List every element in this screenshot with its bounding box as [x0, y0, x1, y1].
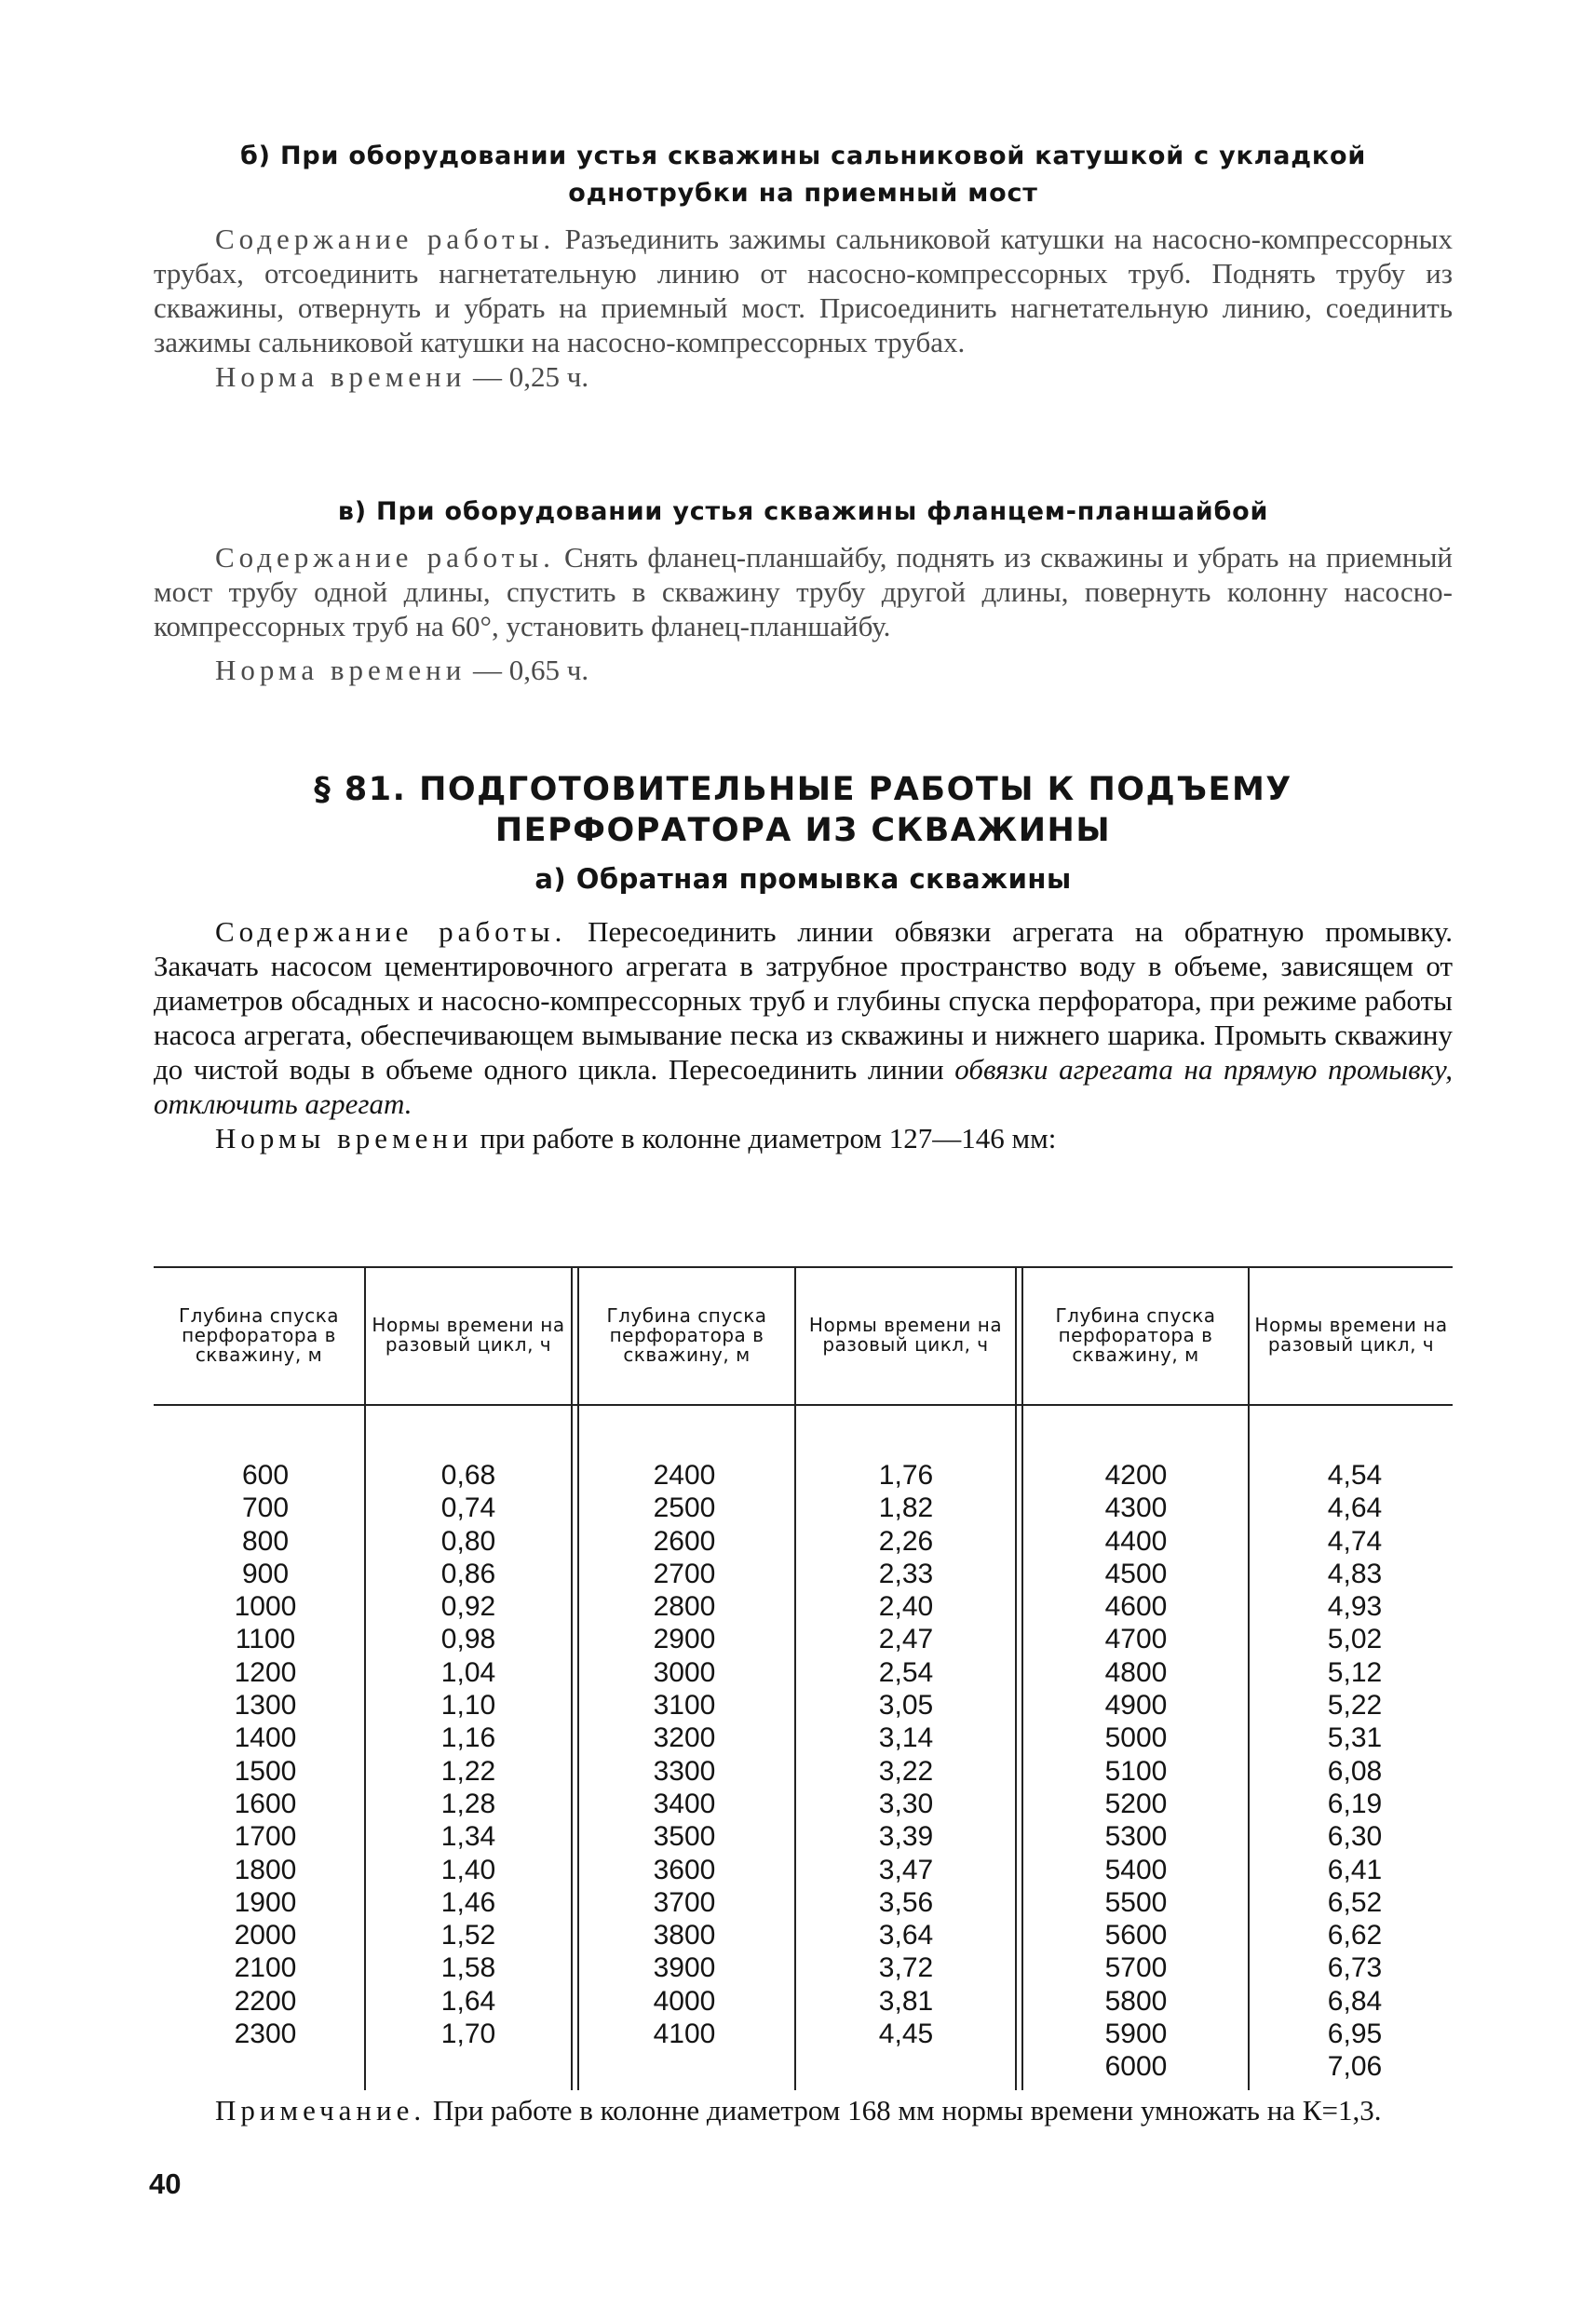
section-v-norm-label: Норма времени — [215, 654, 467, 686]
table-cell: 5400 — [1104, 1854, 1168, 1885]
table-cell: 3,72 — [878, 1952, 934, 1984]
table-cell: 3000 — [653, 1656, 716, 1688]
section-81-content-italic: обвязки агрегата на прямую промывку, отключить агрегат. — [154, 1053, 1454, 1120]
table-cell: 7,06 — [1327, 2051, 1383, 2083]
table-cell: 3,56 — [878, 1886, 934, 1918]
table-cell: 6,95 — [1327, 2019, 1383, 2050]
table-header-cell: Глубина спуска перфоратора в скважину, м — [1055, 1303, 1216, 1366]
table-column-norm-1 — [403, 1459, 534, 2050]
table-cell: 0,86 — [440, 1558, 496, 1589]
section-v-paragraph — [154, 540, 1453, 643]
table-cell: 3800 — [653, 1920, 716, 1951]
table-cell: 2900 — [653, 1624, 716, 1655]
table-cell: 4700 — [1104, 1624, 1168, 1655]
table-cell: 6,52 — [1327, 1886, 1383, 1918]
table-cell: 5000 — [1104, 1722, 1168, 1754]
table-cell: 0,74 — [440, 1492, 496, 1524]
table-header-cell: Нормы времени на разовый цикл, ч — [808, 1314, 1003, 1356]
table-cell: 800 — [241, 1525, 290, 1557]
table-cell: 2200 — [234, 1985, 297, 2017]
table-cell: 3400 — [653, 1788, 716, 1819]
table-cell: 1,58 — [440, 1952, 496, 1984]
page-number: 40 — [149, 2167, 182, 2200]
table-column-norm-3 — [1290, 1459, 1420, 2084]
section-b-content-text: Разъединить зажимы сальниковой катушки на насосно-компрессорных трубах, отсоединить нагнетательную линию от насосно-компрессорных труб. Поднять трубу из скважины, отвернуть и убрать на приемный мост. Присоединить нагнетательную линию, соединить зажимы сальниковой катушки на насосно-компрессорных трубах. — [154, 223, 1453, 358]
section-81-norms — [154, 1121, 1453, 1155]
table-column-depth-2 — [619, 1459, 750, 2050]
table-cell: 3500 — [653, 1821, 716, 1853]
table-cell: 4,74 — [1327, 1525, 1383, 1557]
table-cell: 4100 — [653, 2019, 716, 2050]
table-cell: 6,19 — [1327, 1788, 1383, 1819]
table-cell: 2700 — [653, 1558, 716, 1589]
table-cell: 1100 — [235, 1624, 296, 1655]
table-cell: 1,40 — [440, 1854, 496, 1885]
table-cell: 2400 — [653, 1460, 716, 1491]
table-top-rule — [154, 1266, 1453, 1268]
table-cell: 3,39 — [878, 1821, 934, 1853]
table-cell: 1,64 — [440, 1985, 496, 2017]
table-cell: 3600 — [653, 1854, 716, 1885]
table-cell: 6,84 — [1327, 1985, 1383, 2017]
table-cell: 1300 — [234, 1690, 297, 1722]
section-b-norm — [154, 359, 1453, 394]
table-cell: 600 — [241, 1460, 290, 1491]
section-b-paragraph — [154, 222, 1453, 359]
table-cell: 5200 — [1104, 1788, 1168, 1819]
table-header-cell: Нормы времени на разовый цикл, ч — [372, 1314, 565, 1356]
table-cell: 1,76 — [878, 1460, 934, 1491]
table-cell: 1700 — [234, 1821, 297, 1853]
table-cell: 3,64 — [878, 1920, 934, 1951]
table-cell: 4200 — [1104, 1460, 1168, 1491]
table-header-cell: Глубина спуска перфоратора в скважину, м — [606, 1303, 767, 1366]
table-column-depth-1 — [210, 1459, 321, 2050]
table-cell: 3,14 — [878, 1722, 934, 1754]
table-cell: 6,30 — [1327, 1821, 1383, 1853]
table-cell: 4400 — [1104, 1525, 1168, 1557]
table-group-divider — [1015, 1266, 1017, 2090]
section-v-norm-value: — 0,65 ч. — [473, 654, 589, 686]
table-cell: 2,47 — [878, 1624, 934, 1655]
table-cell: 1600 — [234, 1788, 297, 1819]
section-81-content-text: Пересоединить линии обвязки агрегата на обратную промывку. Закачать насосом цементировочного агрегата в затрубное пространство воду в объеме, зависящем от диаметров обсадных и насосно-компрессорных труб и глубины спуска перфоратора, при режиме работы насоса агрегата, обеспечивающем вымывание песка из скважины и нижнего шарика. Промыть скважину до чистой воды в объеме одного цикла. Пересоединить линии — [154, 915, 1453, 1086]
table-cell: 1,70 — [440, 2019, 496, 2050]
section-b-content — [154, 222, 1453, 394]
table-cell: 0,68 — [440, 1460, 496, 1491]
table-cell: 4,93 — [1327, 1591, 1383, 1623]
table-cell: 1000 — [234, 1591, 297, 1623]
table-cell: 3,81 — [878, 1985, 934, 2017]
section-81-title-line2: ПЕРФОРАТОРА ИЗ СКВАЖИНЫ — [494, 812, 1112, 849]
table-cell: 4500 — [1104, 1558, 1168, 1589]
table-cell: 4800 — [1104, 1656, 1168, 1688]
table-cell: 1,82 — [878, 1492, 934, 1524]
section-v-norm — [154, 653, 1453, 687]
table-cell: 5800 — [1104, 1985, 1168, 2017]
table-cell: 2300 — [234, 2019, 297, 2050]
table-cell: 5700 — [1104, 1952, 1168, 1984]
table-cell: 2100 — [234, 1952, 297, 1984]
table-cell: 1,04 — [440, 1656, 496, 1688]
table-cell: 1,10 — [440, 1690, 496, 1722]
table-cell: 6,62 — [1327, 1920, 1383, 1951]
table-cell: 1,28 — [440, 1788, 496, 1819]
note-text: При работе в колонне диаметром 168 мм нормы времени умножать на К=1,3. — [432, 2094, 1382, 2127]
table-cell: 1400 — [234, 1722, 297, 1754]
table-cell: 1200 — [234, 1656, 297, 1688]
table-cell: 5300 — [1104, 1821, 1168, 1853]
table-cell: 5900 — [1104, 2019, 1168, 2050]
table-cell: 6,08 — [1327, 1755, 1383, 1787]
section-v-content-label: Содержание работы. — [215, 541, 555, 574]
table-cell: 4900 — [1104, 1690, 1168, 1722]
table-header-cell: Глубина спуска перфоратора в скважину, м — [178, 1303, 340, 1366]
table-cell: 4300 — [1104, 1492, 1168, 1524]
table-cell: 1,34 — [440, 1821, 496, 1853]
note-label: Примечание. — [215, 2094, 426, 2127]
table-cell: 1,22 — [440, 1755, 496, 1787]
table-cell: 0,92 — [440, 1591, 496, 1623]
section-b-norm-label: Норма времени — [215, 360, 467, 393]
table-cell: 4600 — [1104, 1591, 1168, 1623]
table-cell: 0,80 — [440, 1525, 496, 1557]
norms-table — [154, 1266, 1453, 2090]
table-cell: 900 — [241, 1558, 290, 1589]
table-group-divider — [571, 1266, 573, 2090]
table-cell: 1,46 — [440, 1886, 496, 1918]
table-cell: 3,22 — [878, 1755, 934, 1787]
section-81-title-line1: § 81. ПОДГОТОВИТЕЛЬНЫЕ РАБОТЫ К ПОДЪЕМУ — [314, 771, 1292, 808]
table-cell: 5500 — [1104, 1886, 1168, 1918]
table-cell: 5100 — [1104, 1755, 1168, 1787]
table-cell: 3,05 — [878, 1690, 934, 1722]
table-cell: 700 — [241, 1492, 290, 1524]
section-81-content — [154, 914, 1453, 1155]
table-cell: 2,33 — [878, 1558, 934, 1589]
table-cell: 6,73 — [1327, 1952, 1383, 1984]
table-cell: 1800 — [234, 1854, 297, 1885]
table-column-norm-2 — [841, 1459, 971, 2050]
table-cell: 2600 — [653, 1525, 716, 1557]
table-cell: 1,52 — [440, 1920, 496, 1951]
table-cell: 2000 — [234, 1920, 297, 1951]
table-cell: 4000 — [653, 1985, 716, 2017]
section-81-subheading: а) Обратная промывка скважины — [534, 863, 1072, 895]
table-cell: 5,31 — [1327, 1722, 1383, 1754]
table-cell: 3900 — [653, 1952, 716, 1984]
table-cell: 2500 — [653, 1492, 716, 1524]
section-v-heading: в) При оборудовании устья скважины фланцем-планшайбой — [337, 497, 1269, 526]
table-column-depth-3 — [1071, 1459, 1201, 2084]
table-cell: 3300 — [653, 1755, 716, 1787]
table-note — [154, 2093, 1453, 2127]
table-cell: 3100 — [653, 1690, 716, 1722]
section-b-heading: б) При оборудовании устья скважины сальниковой катушкой с укладкой однотрубки на приемный мост — [239, 142, 1367, 208]
table-cell: 4,54 — [1327, 1460, 1383, 1491]
table-cell: 4,83 — [1327, 1558, 1383, 1589]
section-81-norms-text: при работе в колонне диаметром 127—146 мм: — [480, 1122, 1057, 1154]
table-header-rule — [154, 1404, 1453, 1406]
table-cell: 4,64 — [1327, 1492, 1383, 1524]
table-cell: 2800 — [653, 1591, 716, 1623]
table-cell: 6,41 — [1327, 1854, 1383, 1885]
table-cell: 1,16 — [440, 1722, 496, 1754]
section-81-content-label: Содержание работы. — [215, 915, 567, 948]
table-cell: 5,02 — [1327, 1624, 1383, 1655]
table-cell: 5,12 — [1327, 1656, 1383, 1688]
table-cell: 4,45 — [878, 2019, 934, 2050]
section-81-norms-label: Нормы времени — [215, 1122, 473, 1154]
section-v-content — [154, 540, 1453, 687]
table-cell: 2,40 — [878, 1591, 934, 1623]
table-cell: 6000 — [1104, 2051, 1168, 2083]
table-cell: 5,22 — [1327, 1690, 1383, 1722]
table-cell: 5600 — [1104, 1920, 1168, 1951]
table-cell: 2,54 — [878, 1656, 934, 1688]
table-cell: 3,47 — [878, 1854, 934, 1885]
section-81-paragraph — [154, 914, 1453, 1121]
section-b-norm-value: — 0,25 ч. — [473, 360, 589, 393]
table-cell: 0,98 — [440, 1624, 496, 1655]
section-b-content-label: Содержание работы. — [215, 223, 556, 255]
table-cell: 1900 — [234, 1886, 297, 1918]
table-header-cell: Нормы времени на разовый цикл, ч — [1254, 1314, 1448, 1356]
table-cell: 2,26 — [878, 1525, 934, 1557]
section-v-content-text: Снять фланец-планшайбу, поднять из скважины и убрать на приемный мост трубу одной длины, спустить в скважину трубу другой длины, повернуть колонну насосно-компрессорных труб на 60°, установить фланец-планшайбу. — [154, 541, 1454, 642]
table-cell: 3700 — [653, 1886, 716, 1918]
table-cell: 3,30 — [878, 1788, 934, 1819]
table-cell: 1500 — [234, 1755, 297, 1787]
table-cell: 3200 — [653, 1722, 716, 1754]
